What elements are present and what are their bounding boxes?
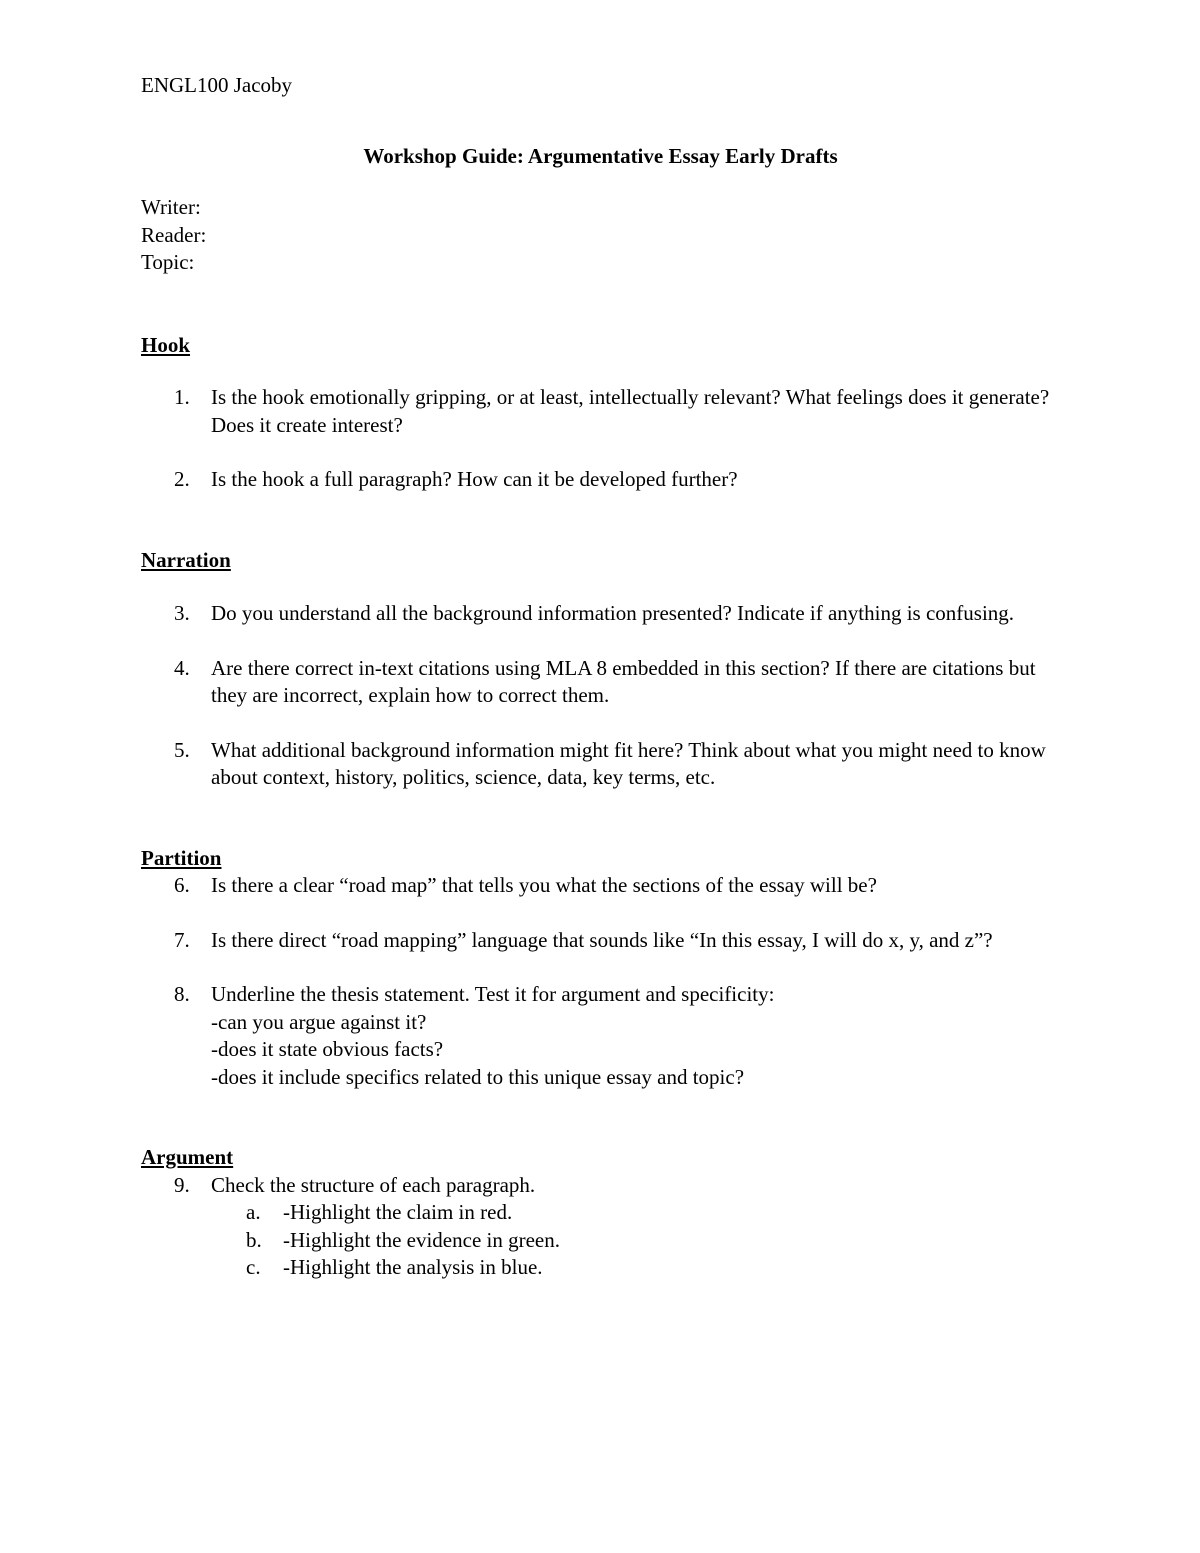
- question-number: 5.: [174, 737, 190, 762]
- document-title: Workshop Guide: Argumentative Essay Early Drafts: [363, 143, 838, 168]
- question-number: 3.: [174, 601, 190, 625]
- question-text: Is there direct “road mapping” language that sounds like “In this essay, I will do x, y, and z”?: [211, 927, 993, 952]
- sub-item-a: [141, 1199, 1060, 1227]
- course-label: ENGL100 Jacoby: [141, 73, 293, 97]
- thesis-check-line: -can you argue against it?: [211, 1009, 427, 1034]
- question-text: Are there correct in-text citations using MLA 8 embedded in this section? If there are citations but they are incorrect, explain how to correct them.: [211, 655, 1036, 707]
- info-fields: [141, 194, 1060, 277]
- question-2: [141, 466, 1060, 494]
- question-8: [141, 981, 1060, 1091]
- question-1: [141, 384, 1060, 439]
- sub-item-letter: a.: [246, 1200, 261, 1224]
- question-text: Do you understand all the background information presented? Indicate if anything is confusing.: [211, 601, 1015, 625]
- question-text: Is the hook a full paragraph? How can it be developed further?: [211, 467, 738, 491]
- question-number: 6.: [174, 873, 190, 897]
- question-number: 8.: [174, 982, 190, 1006]
- thesis-check-line: -does it state obvious facts?: [211, 1037, 444, 1061]
- question-9: [141, 1172, 1060, 1200]
- question-number: 1.: [174, 385, 190, 409]
- question-text: Is there a clear “road map” that tells you what the sections of the essay will be?: [211, 873, 877, 897]
- question-text: Check the structure of each paragraph.: [211, 1172, 536, 1197]
- section-heading-argument: Argument: [141, 1145, 234, 1169]
- question-text: What additional background information might fit here? Think about what you might need to know about context, history, politics, science, data, key terms, etc.: [211, 737, 1046, 789]
- question-text: Underline the thesis statement. Test it for argument and specificity:: [211, 982, 775, 1006]
- sub-item-b: [141, 1227, 1060, 1255]
- section-heading-partition: Partition: [141, 845, 222, 870]
- sub-item-text: -Highlight the claim in red.: [283, 1200, 513, 1224]
- sub-item-text: -Highlight the evidence in green.: [283, 1227, 560, 1252]
- question-3: [141, 600, 1060, 628]
- question-number: 9.: [174, 1172, 190, 1197]
- question-text: Is the hook emotionally gripping, or at least, intellectually relevant? What feelings does it generate? Does it create interest?: [211, 385, 1050, 437]
- sub-item-c: [141, 1254, 1060, 1282]
- section-heading-hook: Hook: [141, 332, 191, 357]
- thesis-check-line: -does it include specifics related to this unique essay and topic?: [211, 1064, 745, 1089]
- topic-field: Topic:: [141, 250, 195, 274]
- question-number: 2.: [174, 467, 190, 491]
- question-6: [141, 872, 1060, 900]
- sub-item-letter: c.: [246, 1255, 261, 1279]
- reader-field: Reader:: [141, 222, 207, 247]
- question-number: 7.: [174, 927, 190, 952]
- sub-item-letter: b.: [246, 1227, 262, 1252]
- sub-item-text: -Highlight the analysis in blue.: [283, 1255, 543, 1279]
- question-7: [141, 927, 1060, 955]
- question-4: [141, 655, 1060, 710]
- question-5: [141, 737, 1060, 792]
- writer-field: Writer:: [141, 195, 201, 219]
- question-number: 4.: [174, 655, 190, 680]
- section-heading-narration: Narration: [141, 547, 231, 572]
